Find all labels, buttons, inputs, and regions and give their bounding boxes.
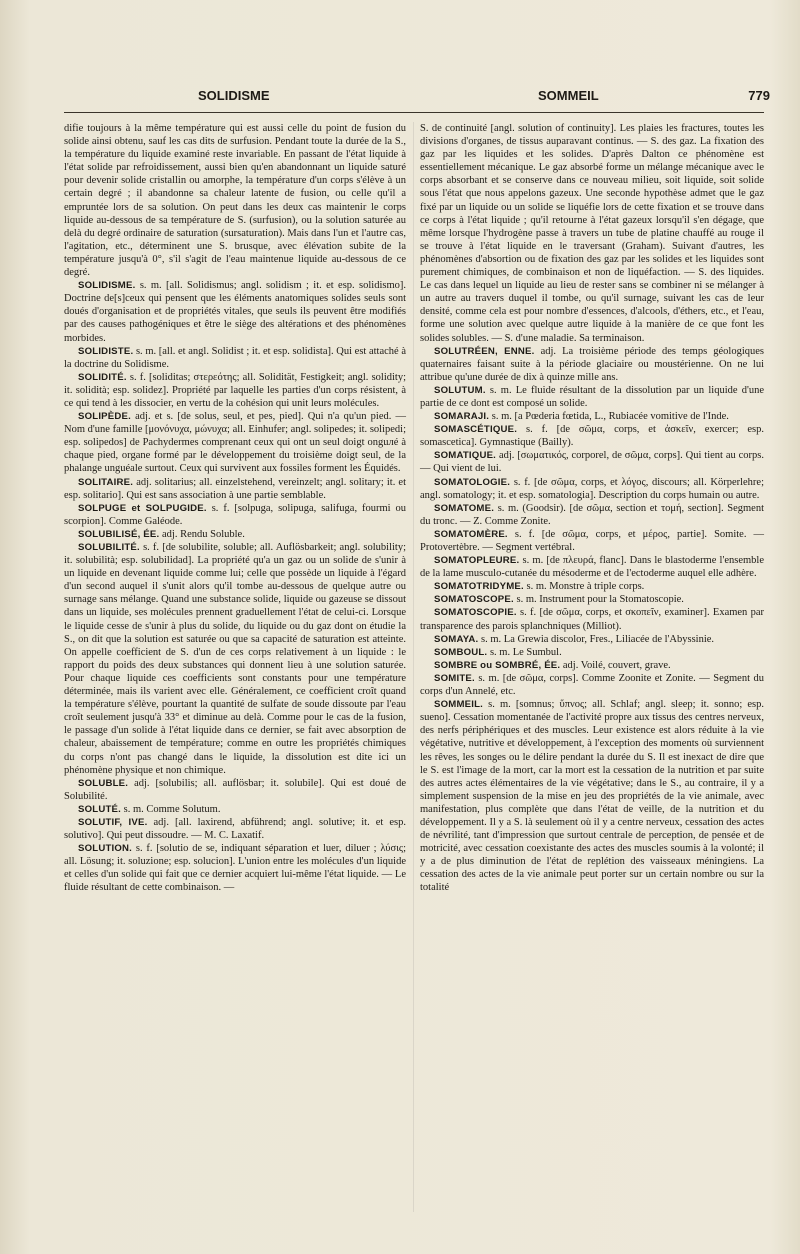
entry-headword: SOMATOLOGIE. <box>434 476 511 488</box>
header-rule <box>64 112 764 113</box>
entry-text: adj. Rendu Soluble. <box>162 528 245 540</box>
entry-headword: SOMATOPLEURE. <box>434 555 520 567</box>
entry-headword: SOLUTRÉEN, ENNE. <box>434 345 535 357</box>
entry-headword: SOLUBILISÉ, ÉE. <box>78 528 160 540</box>
dictionary-entry <box>64 528 406 541</box>
dictionary-entry <box>420 593 764 606</box>
dictionary-entry <box>420 476 764 502</box>
entry-headword: SOMATOSCOPIE. <box>434 607 517 619</box>
entry-text: s. f. [de solubilite, soluble; all. Auflösbarkeit; angl. solubility; it. solubilità; esp. solubilidad]. La propriété qu'a un gaz ou un solide de s'unir à un liquide en devenant liquide comme lui; celle que possède un liquide à l'égard d'un second auquel il s'unit alors qu'il tombe au-dessous de quelque autre ou surnage sans mélange. Quand une substance solide, liquide ou gazeuse se dissout dans un liquide, ses molécules prennent graduellement l'état de celui-ci. Lorsque le liquide cesse de s'unir à plus du solide, du liquide ou du gaz dont on étudie la S., on dit que la solution est saturée ou que sa capacité de saturation est atteinte. On appelle coefficient de S. d'un de ces corps relativement à un liquide : le rapport du poids des deux substances qui donnent lieu à une solution saturée. Pour chaque liquide ces coefficients sont constants pour une température déterminée, mais ils varient avec elle. Généralement, ce coefficient croît quand la température s'élève, pourtant la quantité de sulfate de soude dissoute par l'eau croît seulement jusqu'à 33° et diminue au delà. Comme pour le cas de la fusion, le passage d'un solide à l'état liquide dans ce dernier, se fait avec absorption de chaleur, abaissement de température; comme en outre les propriétés chimiques du corps n'ont pas changé dans le liquide, la dissolution est dite ici un phénomène physique et non chimique. <box>64 542 406 776</box>
entry-text: s. m. [de σῶμα, corps]. Comme Zoonite et Zonite. — Segment du corps d'un Annelé, etc. <box>420 672 764 698</box>
entry-text: difie toujours à la même température qui est aussi celle du point de fusion du solide ainsi obtenu, sauf les cas dits de surfusion. Pendant toute la durée de la S., la température du liquide examiné reste invariable. En passant de l'état liquide à l'état solide par refroidissement, aussi bien qu'en abandonnant un liquide saturé pour devenir solide cristallin ou amorphe, la température d'un corps s'élève à un certain degré ; il abandonne sa chaleur latente de fusion, ou celle qu'il a empruntée lors de sa solution. On peut dans les deux cas maintenir le corps liquide au-dessous de sa température de S. (surfusion), ou la solution saturée au delà du degré ordinaire de saturation (sursaturation). Mais dans l'un et l'autre cas, l'agitation, etc., déterminent une S. brusque, avec élévation subite de la température jusqu'à 0°, s'il s'agit de l'eau maintenue liquide au-dessous de ce degré. <box>64 123 406 279</box>
dictionary-entry <box>420 606 764 632</box>
entry-text: s. f. [solutio de se, indiquant séparation et luer, diluer ; λύσις; all. Lösung; it. soluzione; esp. solucion]. L'union entre les molécules d'un liquide et celles d'un solide qui fait que ce dernier acquiert lui-même l'état liquide. — Le fluide résultant de cette combinaison. — <box>64 843 407 894</box>
column-gutter <box>413 122 414 1212</box>
header-left-word: SOLIDISME <box>198 88 270 103</box>
entry-headword: SOLPUGE et SOLPUGIDE. <box>78 502 207 514</box>
dictionary-entry <box>64 816 406 842</box>
entry-text: adj. et s. [de solus, seul, et pes, pied]. Qui n'a qu'un pied. — Nom d'une famille [μονόνυχα, μώνυχα; all. Einhufer; angl. solipedes; it. solipedi; esp. solipedos] de Pachydermes comprenant ceux qui ont un seul doigt onguлé à chaque pied, organe formé par le développement du troisième doigt seul, de la phalange unguéale surtout. Ceux qui survivent aux fossiles forment les Équidés. <box>64 411 407 475</box>
entry-text: s. m. [all. Solidismus; angl. solidism ; it. et esp. solidismo]. Doctrine de[s]ceux qui pensent que les éléments anatomiques solides seuls sont doués d'organisation et de propriétés vitales, que seuls ils peuvent être modifiés par des causes pathogéniques et être le siège des altérations et des phénomènes morbides. <box>64 280 406 344</box>
dictionary-entry <box>64 803 406 816</box>
entry-text: s. f. [de σῶμα, corps, et ἀσκεῖν, exercer; esp. somascetica]. Gymnastique (Bailly). <box>420 424 765 449</box>
dictionary-entry <box>420 384 764 410</box>
entry-headword: SOLIDITÉ. <box>78 371 127 383</box>
entry-text: s. f. [de σῶμα, corps, et μέρος, partie]. Somite. — Protovertèbre. — Segment vertébral. <box>420 528 764 553</box>
dictionary-entry <box>64 410 406 475</box>
entry-text: s. f. [de σῶμα, corps, et λόγος, discours; all. Körperlehre; angl. somatology; it. et esp. somatologia]. Description du corps humain ou autre. <box>420 476 765 501</box>
dictionary-entry <box>64 502 406 528</box>
entry-headword: SOLIDISTE. <box>78 345 134 357</box>
entry-text: S. de continuité [angl. solution of continuity]. Les plaies les fractures, toutes les divisions d'organes, de tissus auparavant continus. — S. des gaz. La fixation des gaz par les liquides et les solides. D'après Dalton ce phénomène est essentiellement mécanique. Le gaz absorbé forme un mélange mécanique avec le corps absorbant et se conserve dans ce nouveau milieu, soit liquide, soit solide sous l'état que nous appelons gazeux. Une seconde hypothèse admet que le gaz fixé par un liquide ou un solide se liquéfie lors de cette fixation et se trouve dans ce corps à l'état liquide ; qu'il retourne à l'état gazeux lorsqu'il s'en dégage, que même lorsque l'hydrogène passe à travers un tube de platine chauffé au rouge il se trouve à l'état liquide en le traversant (Graham). Suivant d'autres, les phénomènes d'absortion ou de fixation des gaz par les solides et les liquides sont purement chimiques, de combinaison et non de liquéfaction. — S. des liquides. Le cas dans lequel un liquide au lieu de rester sans se combiner ni se mélanger à un autre au travers duquel il tombe, ou qu'il surnage, suivant les cas de leur densité, comme cela est pour nombre d'essences, d'alcools, d'éthers, etc., et l'eau, forme une solution avec quelque autre liquide à la manière de ce que font les solides solubles. — S. d'une maladie. Sa terminaison. <box>420 123 764 344</box>
entry-text: s. m. Instrument pour la Stomatoscopie. <box>516 594 684 606</box>
entry-headword: SOLUBLE. <box>78 777 129 789</box>
entry-text: s. m. La Grewia discolor, Fres., Liliacée de l'Abyssinie. <box>481 633 715 645</box>
right-column <box>420 122 764 895</box>
entry-headword: SOMASCÉTIQUE. <box>434 424 518 436</box>
entry-text: s. m. [all. et angl. Solidist ; it. et esp. solidista]. Qui est attaché à la doctrine du Solidisme. <box>64 345 407 370</box>
entry-text: adj. [σωματικός, corporel, de σῶμα, corps]. Qui tient au corps. — Qui vient de lui. <box>420 450 764 475</box>
entry-text: s. m. Le fluide résultant de la dissolution par un liquide d'une partie de ce dont est composé un solide. <box>420 384 764 409</box>
header-right-word: SOMMEIL <box>538 88 599 103</box>
entry-headword: SOLITAIRE. <box>78 476 134 488</box>
dictionary-entry <box>420 554 764 580</box>
entry-headword: SOMBOUL. <box>434 646 488 658</box>
dictionary-entry <box>64 345 406 371</box>
entry-headword: SOMATOMÈRE. <box>434 528 508 540</box>
dictionary-entry <box>420 423 764 449</box>
entry-headword: SOLUTIF, IVE. <box>78 816 148 828</box>
entry-text: s. f. [soliditas; στερεότης; all. Solidität, Festigkeit; angl. solidity; it. solidità; esp. solidez]. Propriété par laquelle les parties d'un corps résistent, à ce qui tend à les dissocier, en vertu de la cohésion qui unit leurs molécules. <box>64 371 406 409</box>
entry-headword: SOLUTÉ. <box>78 803 121 815</box>
entry-headword: SOLIPÈDE. <box>78 411 131 423</box>
entry-headword: SOMBRE ou SOMBRÉ, ÉE. <box>434 659 561 671</box>
dictionary-entry <box>420 449 764 475</box>
running-header <box>68 88 770 112</box>
dictionary-entry <box>64 842 406 894</box>
entry-text: adj. La troisième période des temps géologiques quaternaires faisant suite à la période glaciaire ou moustérienne. On ne lui attribue qu'une durée de dix à quinze mille ans. <box>420 345 765 383</box>
entry-text: s. m. Le Sumbul. <box>489 646 562 658</box>
entry-headword: SOLUTION. <box>78 843 133 855</box>
entry-headword: SOMARAJI. <box>434 411 490 423</box>
dictionary-entry <box>420 580 764 593</box>
entry-headword: SOLUTUM. <box>434 384 486 396</box>
entry-text: s. m. [de πλευρά, flanc]. Dans le blastoderme l'ensemble de la lame musculo-cutanée du mésoderme et de l'ectoderme auquel elle adhère. <box>420 555 764 580</box>
page-number: 779 <box>748 88 770 103</box>
dictionary-entry <box>420 633 764 646</box>
entry-text: s. m. (Goodsir). [de σῶμα, section et τομή, section]. Segment du tronc. — Z. Comme Zonite. <box>420 502 764 527</box>
dictionary-entry <box>64 279 406 344</box>
dictionary-entry <box>420 122 764 345</box>
dictionary-entry <box>420 698 764 894</box>
dictionary-entry <box>420 659 764 672</box>
entry-headword: SOMAYA. <box>434 633 479 645</box>
entry-headword: SOMATIQUE. <box>434 450 497 462</box>
entry-headword: SOMATOME. <box>434 502 495 514</box>
dictionary-entry <box>420 345 764 384</box>
dictionary-entry <box>420 672 764 698</box>
dictionary-entry <box>64 371 406 410</box>
dictionary-entry <box>420 502 764 528</box>
dictionary-entry <box>64 541 406 777</box>
entry-headword: SOMITE. <box>434 672 475 684</box>
entry-text: s. m. [a Pœderia fœtida, L., Rubiacée vomitive de l'Inde. <box>491 411 729 423</box>
dictionary-entry <box>420 528 764 554</box>
entry-headword: SOLIDISME. <box>78 280 136 292</box>
dictionary-entry <box>420 646 764 659</box>
dictionary-entry <box>420 410 764 423</box>
entry-text: adj. [all. laxirend, abführend; angl. solutive; it. et esp. solutivo]. Qui peut dissoudre. — M. C. Laxatif. <box>64 816 406 842</box>
entry-headword: SOLUBILITÉ. <box>78 542 140 553</box>
dictionary-entry <box>64 122 406 279</box>
entry-text: s. m. [somnus; ὕπνος; all. Schlaf; angl. sleep; it. sonno; esp. sueno]. Cessation momentanée de l'activité propre aux tissus des centres nerveux, des nerfs périphériques et des muscles. Leur existence est alors réduite à la vie végétative, nutritive et développement, à l'exception des moments où surviennent les rêves, les songes ou le délire pendant la durée du S. Il est inexact de dire que le S. est l'image de la mort, car la mort est la cessation de la nutrition et par suite des autres actes élémentaires de la vie végétative; dans le S., au contraire, il y a simplement suspension de la mise en jeu des propriétés de la vie animale, avec manifestation, plus complète que dans l'état de veille, de la nutrition et du développement. Il y a S. là seulement où il y a centre nerveux, cessation des actes de névrilité, tant d'impression que surtout centrale de perception, de pensée et de motricité, avec cessation coexistante des actes des muscles soumis à la volonté; il y a de plus diminution de l'état de replétion des vaisseaux méningiens. La cessation des actes de la vie animale peut porter sur un certain nombre ou sur la totalité <box>420 699 764 894</box>
entry-headword: SOMATOTRIDYME. <box>434 581 524 593</box>
entry-text: adj. solitarius; all. einzelstehend, vereinzelt; angl. solitary; it. et esp. solitario]. Qui est sans association à une partie semblable. <box>64 476 406 501</box>
entry-text: s. m. Monstre à triple corps. <box>526 581 645 593</box>
entry-text: s. f. [de σῶμα, corps, et σκοπεῖν, examiner]. Examen par transparence des parois splanchniques (Milliot). <box>420 607 765 632</box>
entry-text: s. f. [solpuga, solipuga, salifuga, fourmi ou scorpion]. Comme Galéode. <box>64 502 407 527</box>
entry-headword: SOMATOSCOPE. <box>434 594 514 606</box>
entry-headword: SOMMEIL. <box>434 699 484 711</box>
dictionary-entry <box>64 777 406 803</box>
entry-text: adj. Voilé, couvert, grave. <box>562 659 671 671</box>
left-column <box>64 122 406 895</box>
dictionary-entry <box>64 476 406 502</box>
entry-text: s. m. Comme Solutum. <box>123 803 221 815</box>
entry-text: adj. [solubilis; all. auflösbar; it. solubile]. Qui est doué de Solubilité. <box>64 777 406 802</box>
